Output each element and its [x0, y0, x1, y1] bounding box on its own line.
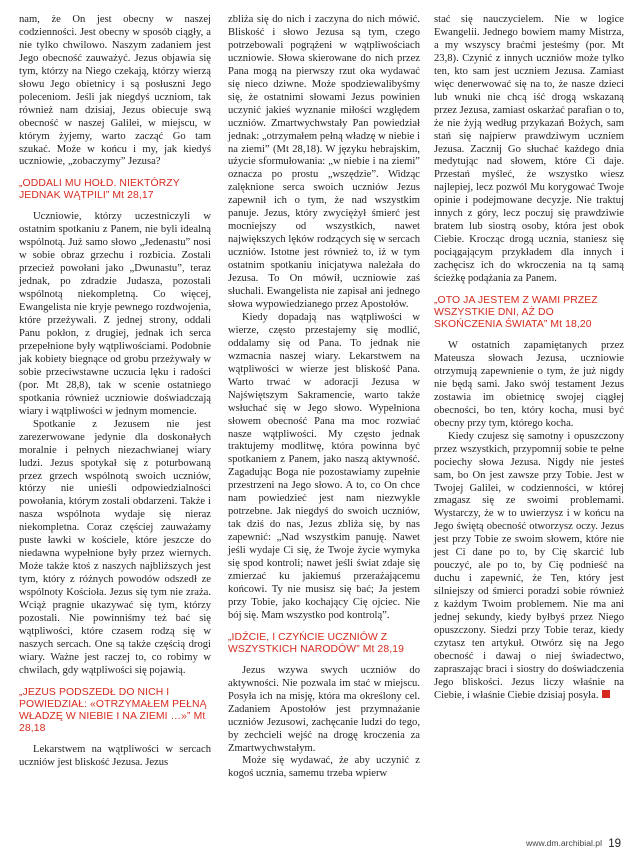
paragraph: stać się nauczycielem. Nie w logice Ewangelii. Jednego bowiem mamy Mistrza, a my wszyscy braćmi jesteśmy (por. Mt 23,8). Czynić z innych uczniów może tylko ten, kto sam jest uczniem Jezusa. Zamiast więc denerwować się na to, że nasze dzieci lub wnuki nie chcą iść drogą wskazaną przez Jezusa, zamiast oskarżać parafian o to, że nie żyją według przykazań Bożych, sam stań się najpierw prawdziwym uczniem Jezusa. Zacznij Go słuchać każdego dnia medytując nad słowem, które Ci daje. Przestań myśleć, że wszystko wiesz najlepiej, lecz pozwól Mu korygować Twoje opinie i podejmowane decyzje. Nie traktuj innych z góry, lecz poczuj się prawdziwie bratem lub siostrą osoby, która jest obok Ciebie. Krocząc drogą ucznia, staniesz się pociągającym przykładem dla innych i zachęcisz ich do wkroczenia na tą samą ścieżkę podążania za Panem. [434, 14, 624, 285]
footer-url[interactable]: www.dm.archibial.pl [526, 838, 602, 848]
heading-reference: Mt 28,19 [362, 643, 405, 655]
paragraph: zbliża się do nich i zaczyna do nich mówić. Bliskość i słowo Jezusa są tym, czego potrzebowali pogrążeni w wątpliwościach uczniowie. Słowa skierowane do nich przez Pana mogą na pierwszy rzut oka wydawać się nieco dziwne. Może spodziewalibyśmy się, że ostatnimi słowami Jezus powinien uczynić jakieś wyznanie miłości względem uczniów. Zmartwychwstały Pan powiedział jednak: „otrzymałem pełną władzę w niebie i na ziemi” (Mt 28,18). W języku hebrajskim, użycie sformułowania: „w niebie i na ziemi” oznacza po prostu „wszędzie”. Widząc zalęknione serca swoich uczniów Jezus zapewnił ich o tym, że nad wszystkim panuje. Jezus, który zwyciężył śmierć jest mocniejszy od wszystkich, nawet największych lęków rodzących się w sercach uczniów. Istotne jest również to, iż w tym ostatnim spotkaniu inicjatywa należała do Jezusa. To On mówił, uczniowie zaś słuchali. Ewangelista nie zapisał ani jednego słowa wypowiedzianego przez Apostołów. [228, 14, 420, 310]
page-number: 19 [608, 838, 621, 850]
heading-quote: „JEZUS PODSZEDŁ DO NICH I POWIEDZIAŁ: «OTRZYMAŁEM PEŁNĄ WŁADZĘ W NIEBIE I NA ZIEMI …»” [19, 686, 207, 722]
heading-reference: Mt 28,18 [19, 710, 206, 734]
paragraph: Kiedy dopadają nas wątpliwości w wierze, często przestajemy się modlić, oddalamy się od Pana. To jednak nie wzmacnia naszej wiary. Lekarstwem na wątpliwości w wierze jest bliskość Pana. Warto trwać w adoracji Jezusa w Najświętszym Sakramencie, warto także wsłuchać się w Jego słowo. Wypełniona słowem obecność Pana ma moc rozwiać nasze wątpliwości. My często jednak traktujemy modlitwę, która powinna być spotkaniem z Panem, jako naszą aktywność. Zagadując Boga nie pozostawiamy zupełnie przestrzeni na Jego słowo. A to, co On chce nam powiedzieć jest nam niezwykle potrzebne. Jak niegdyś do swoich uczniów, tak dziś do nas, Jezus zbliża się, by nas zapewnić: „Nad wszystkim panuję. Nawet jeśli wydaje Ci się, że Twoje życie wymyka się spod kontroli; nawet jeśli świat zdaje się zmierzać ku jakiemuś przerażającemu końcowi. Ty nie musisz się bać; Ja jestem przy Tobie, jako kochający Cię ojciec. Nie bój się. Mam wszystko pod kontrolą”. [228, 311, 420, 621]
heading-reference: Mt 28,17 [112, 190, 154, 202]
column-1 [19, 14, 211, 770]
section-heading [228, 632, 420, 656]
heading-quote: „ODDALI MU HOŁD. NIEKTÓRZY JEDNAK WĄTPILI” [19, 178, 180, 202]
paragraph: nam, że On jest obecny w naszej codzienności. Jest obecny w sposób ciągły, a nie tylko chwilowo. Naszym zadaniem jest Jego obecność zauważyć. Jezus objawia się tym, którzy na Niego czekają, którzy wierzą słowu Jego obietnicy i są posłuszni Jego poleceniom. Jeśli jak niegdyś uczniom, tak również nam dzisiaj, Jezus obiecuje swą obecność w naszej Galilei, w miejscu, w którym żyjemy, warto zacząć Go tam szukać. Może w końcu i my, jak kiedyś uczniowie, „zobaczymy” Jezusa? [19, 14, 211, 168]
section-heading [19, 178, 211, 202]
paragraph: Lekarstwem na wątpliwości w sercach uczniów jest bliskość Jezusa. Jezus [19, 743, 211, 768]
column-3 [434, 14, 624, 703]
end-of-article-mark [602, 690, 610, 698]
heading-quote: „IDŹCIE, I CZYŃCIE UCZNIÓW Z WSZYSTKICH NARODÓW” [228, 631, 388, 655]
heading-reference: Mt 18,20 [550, 319, 592, 331]
heading-quote: „OTO JA JESTEM Z WAMI PRZEZ WSZYSTKIE DNI, AŻ DO SKOŃCZENIA ŚWIATA” [434, 295, 598, 331]
paragraph: Jezus wzywa swych uczniów do aktywności. Nie pozwala im stać w miejscu. Posyła ich na misję, która ma określony cel. Zadaniem Apostołów jest przymnażanie uczniów Jezusowi, zachęcanie ludzi do tego, by zechcieli wejść na drogę kroczenia za Zmartwychwstałym. [228, 664, 420, 754]
paragraph: Uczniowie, którzy uczestniczyli w ostatnim spotkaniu z Panem, nie byli idealną wspólnotą. Już samo słowo „Jedenastu” nosi w sobie obraz grzechu i rozbicia. Zostali przecież powołani jako „Dwunastu”, teraz jednak, po zdradzie Judasza, pozostali wspólnotą niekompletną. Co więcej, Ewangelista nie kryje pewnego rozdwojenia, które przeżywali. Z jednej strony, oddali Panu pokłon, z drugiej, jednak ich serca przepełnione były wątpliwościami. Podobnie jak kobiety biegnące od grobu przeżywały w sobie przeciwstawne uczucia lęku i radości (por. Mt 28,8), tak w scenie ostatniego spotkania również uczniowie doświadczają wiary i wątpliwości w jednym momencie. [19, 211, 211, 417]
column-2 [228, 14, 420, 781]
section-heading [19, 687, 211, 735]
paragraph [434, 431, 624, 703]
paragraph: W ostatnich zapamiętanych przez Mateusza słowach Jezusa, uczniowie otrzymują zapewnienie o tym, że już nigdy nie będą sami. Jako swój testament Jezus zostawia im obietnicę swojej ciągłej obecności, bo ten, który kocha, musi być obecny przy tym, którego kocha. [434, 340, 624, 429]
page-footer [0, 819, 640, 859]
paragraph: Może się wydawać, że aby uczynić z kogoś ucznia, samemu trzeba wpierw [228, 755, 420, 780]
section-heading [434, 295, 624, 331]
paragraph: Spotkanie z Jezusem nie jest zarezerwowane jedynie dla doskonałych moralnie i pełnych niezachwianej wiary ludzi. Jezus spotykał się z poturbowaną przez grzech wspólnotą swoich uczniów, którzy nie unieśli odpowiedzialności powołania, którym zostali obdarzeni. Także i nasza wspólnota wydaje się nieraz niekompletna. Coraz częściej zauważamy puste ławki w kościele, które jeszcze do niedawna wypełnione były przez wiernych. Może także ktoś z naszych najbliższych jest tym, który z różnych powodów odszedł ze wspólnoty Kościoła. Jezus się tym nie zraża. Wciąż pragnie ukazywać się tym, którzy pozostali. Nie powinniśmy też bać się wątpliwości, które czasem rodzą się w naszych sercach. One są także częścią drogi wiary. Ważne jest raczej to, co robimy w chwilach, gdy wątpliwości się pojawią. [19, 418, 211, 676]
paragraph-text: Kiedy czujesz się samotny i opuszczony przez wszystkich, przypomnij sobie te pełne pociechy słowa Jezusa. Nigdy nie jesteś sam, bo On jest zawsze przy Tobie. Jest w Twojej Galilei, w codzienności, w której zmagasz się ze swoimi problemami. Wystarczy, że w to uwierzysz i w końcu na Jego świętą obecność otworzysz oczy. Jezus jest przy Tobie ze swoim słowem, które nie jest Ci dane po to, by Cię skarcić lub pouczyć, ale po to, by Cię podnieść na duchu i zapewnić, że Ten, który jest silniejszy od śmierci poradzi sobie również z każdym Twoim problemem. Nie ma ani jednej sekundy, kiedy byłbyś przez Niego opuszczony. Siedzi przy Tobie teraz, kiedy czytasz ten artykuł. Otwórz się na Jego obecność i dawaj o niej świadectwo, zapraszając braci i siostry do doświadczenia Jego bliskości. Jezus liczy właśnie na Ciebie, i właśnie Ciebie dzisiaj posyła. [434, 430, 624, 701]
